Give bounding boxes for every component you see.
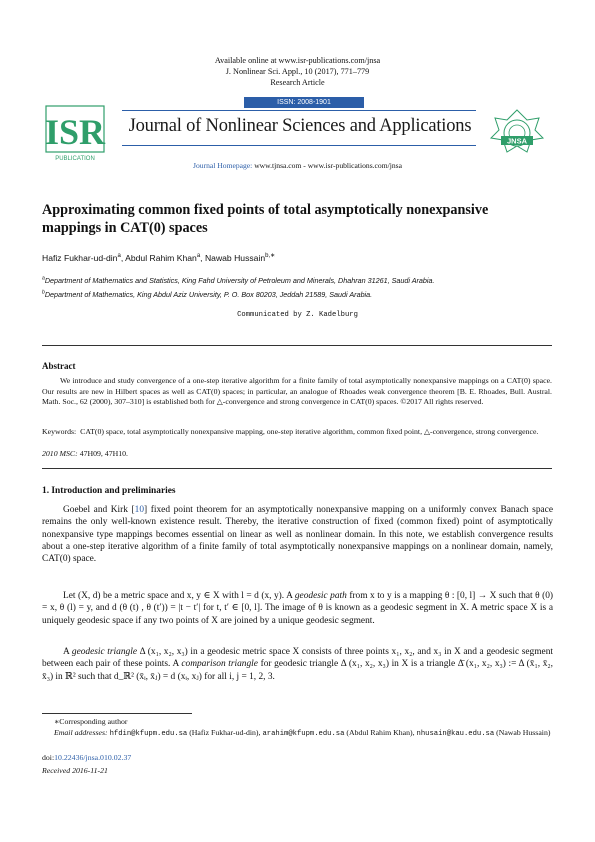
abstract-top-rule	[42, 345, 552, 346]
p3-text-b: Δ (x₁, x₂, x₃) in a geodesic metric space X consists of three points x₁, x₂, and x₃ in X and a geodesic segment between each pair of these points. A	[42, 647, 553, 670]
author-3: Nawab Hussain	[204, 253, 266, 263]
p2-text-a: Let (X, d) be a metric space and x, y ∈ X with l = d (x, y). A	[63, 591, 293, 601]
affiliation-b-mark: b	[42, 289, 45, 296]
communicated-by: Communicated by Z. Kadelburg	[237, 311, 358, 319]
msc-classification	[42, 449, 128, 458]
jnsa-logo	[487, 106, 547, 160]
keywords	[42, 427, 552, 438]
email-3-owner: (Nawab Hussain)	[496, 728, 551, 737]
doi-link[interactable]: 10.22436/jnsa.010.02.37	[54, 753, 132, 762]
isr-logo	[44, 104, 106, 162]
p3-text-c: for geodesic triangle Δ (x₁, x₂, x₃) in X is a triangle Δ̄ (x₁, x₂, x₃) := Δ (x̄₁, x̄₂, x̄₃) in ℝ² such that d_ℝ² (x̄ᵢ, x̄ⱼ) = d (xᵢ, xⱼ) for all i, j = 1, 2, 3.	[42, 659, 553, 682]
journal-homepage	[0, 161, 595, 170]
author-1: Hafiz Fukhar-ud-din	[42, 253, 118, 263]
paragraph-3	[42, 646, 553, 683]
author-list: Hafiz Fukhar-ud-din$^a$, Abdul Rahim Khan$^a$, Nawab Hussain$^{b,∗}$	[42, 253, 276, 263]
citation-line: J. Nonlinear Sci. Appl., 10 (2017), 771–779	[225, 67, 370, 76]
isr-logo-caption: PUBLICATION	[55, 156, 95, 162]
journal-name: Journal of Nonlinear Sciences and Applications	[128, 116, 472, 136]
p1-text-b: ] fixed point theorem for an asymptotically nonexpansive mapping on a uniformly convex Banach space remains the only well-known existence result. Thereby, the iterative construction of fixed (common fixed) point of asymptotically nonexpansive type mappings becomes essential on linear as well as nonlinear domain. In this note, we establish convergence results about a one-step iterative algorithm of a finite family of total asymptotically nonexpansive mappings on a nonlinear domain, namely, CAT(0) space.	[42, 505, 553, 565]
p2-text-b: from x to y is a mapping θ : [0, l] → X such that θ (0) = x, θ (l) = y, and d (θ (t) , θ (t′)) = |t − t′| for t, t′ ∈ [0, l]. The image of θ is known as a geodesic segment in X. A metric space X is a uniquely geodesic space if any two points of X are joined by a unique geodesic segment.	[42, 591, 554, 626]
abstract-heading: Abstract	[42, 361, 76, 371]
issn-badge: ISSN: 2008-1901	[244, 97, 364, 108]
keywords-text: CAT(0) space, total asymptotically nonexpansive mapping, one-step iterative algorithm, common fixed point, △-convergence, strong convergence.	[80, 427, 539, 436]
p2-term: geodesic path	[294, 591, 347, 601]
keywords-label: Keywords:	[42, 427, 77, 436]
doi-label: doi:	[42, 753, 55, 762]
section-heading: 1. Introduction and preliminaries	[42, 486, 176, 496]
affiliation-b	[42, 290, 562, 299]
received-date: Received 2016-11-21	[42, 766, 108, 775]
banner-bottom-rule	[122, 145, 476, 146]
banner-top-rule	[122, 110, 476, 111]
p3-text-a: A	[63, 647, 70, 657]
reference-link[interactable]: 10	[134, 505, 145, 515]
author-2: Abdul Rahim Khan	[125, 253, 197, 263]
homepage-urls[interactable]: www.tjnsa.com - www.isr-publications.com/jnsa	[254, 161, 402, 170]
abstract-bottom-rule	[42, 468, 552, 469]
email-2-owner: (Abdul Rahim Khan),	[346, 728, 415, 737]
affiliation-b-text: Department of Mathematics, King Abdul Aziz University, P. O. Box 80203, Jeddah 21589, Saudi Arabia.	[44, 290, 373, 299]
affiliation-a-mark: a	[42, 275, 45, 282]
email-3[interactable]: nhusain@kau.edu.sa	[416, 730, 495, 738]
email-1[interactable]: hfdin@kfupm.edu.sa	[109, 730, 188, 738]
msc-label: 2010 MSC:	[42, 449, 78, 458]
email-2[interactable]: arahim@kfupm.edu.sa	[262, 730, 345, 738]
affiliation-a-text: Department of Mathematics and Statistics, King Fahd University of Petroleum and Minerals, Dhahran 31261, Saudi Arabia.	[44, 276, 435, 285]
corresponding-note: ∗Corresponding author	[54, 717, 128, 726]
jnsa-logo-letters: JNSA	[506, 136, 528, 146]
abstract-body: We introduce and study convergence of a one-step iterative algorithm for a finite family of total asymptotically nonexpansive mappings on a CAT(0) space. Our results are new in Hilbert spaces as well as CAT(0) spaces; in particular, an analogue of Rhoades weak convergence theorem [B. E. Rhoades, Bull. Austral. Math. Soc., 62 (2000), 307–310] is established both for △-convergence and strong convergence in CAT(0) spaces. ©2017 All rights reserved.	[42, 376, 552, 407]
homepage-label: Journal Homepage:	[193, 161, 253, 170]
paragraph-2	[42, 590, 553, 627]
email-addresses	[42, 728, 553, 740]
paper-title	[42, 201, 562, 237]
msc-codes: 47H09, 47H10.	[79, 449, 128, 458]
paper-title-line1: Approximating common fixed points of total asymptotically nonexpansive	[42, 202, 489, 218]
paragraph-1	[42, 504, 553, 565]
footnote-rule	[42, 713, 192, 714]
p3-term1: geodesic triangle	[71, 647, 137, 657]
paper-title-line2: mappings in CAT(0) spaces	[42, 220, 208, 236]
doi-line	[42, 753, 553, 764]
affiliation-a	[42, 276, 562, 285]
author-1-affil: a	[117, 253, 121, 260]
author-3-affil: b,∗	[265, 253, 276, 260]
availability-line: Available online at www.isr-publications.com/jnsa	[214, 56, 381, 65]
p3-term2: comparison triangle	[181, 659, 258, 670]
p1-text-a: Goebel and Kirk [	[63, 505, 135, 515]
email-1-owner: (Hafiz Fukhar-ud-din),	[189, 728, 261, 737]
isr-logo-letters: ISR	[44, 112, 106, 152]
article-type: Research Article	[270, 78, 325, 87]
email-label: Email addresses:	[54, 728, 108, 737]
author-2-affil: a	[196, 253, 201, 260]
